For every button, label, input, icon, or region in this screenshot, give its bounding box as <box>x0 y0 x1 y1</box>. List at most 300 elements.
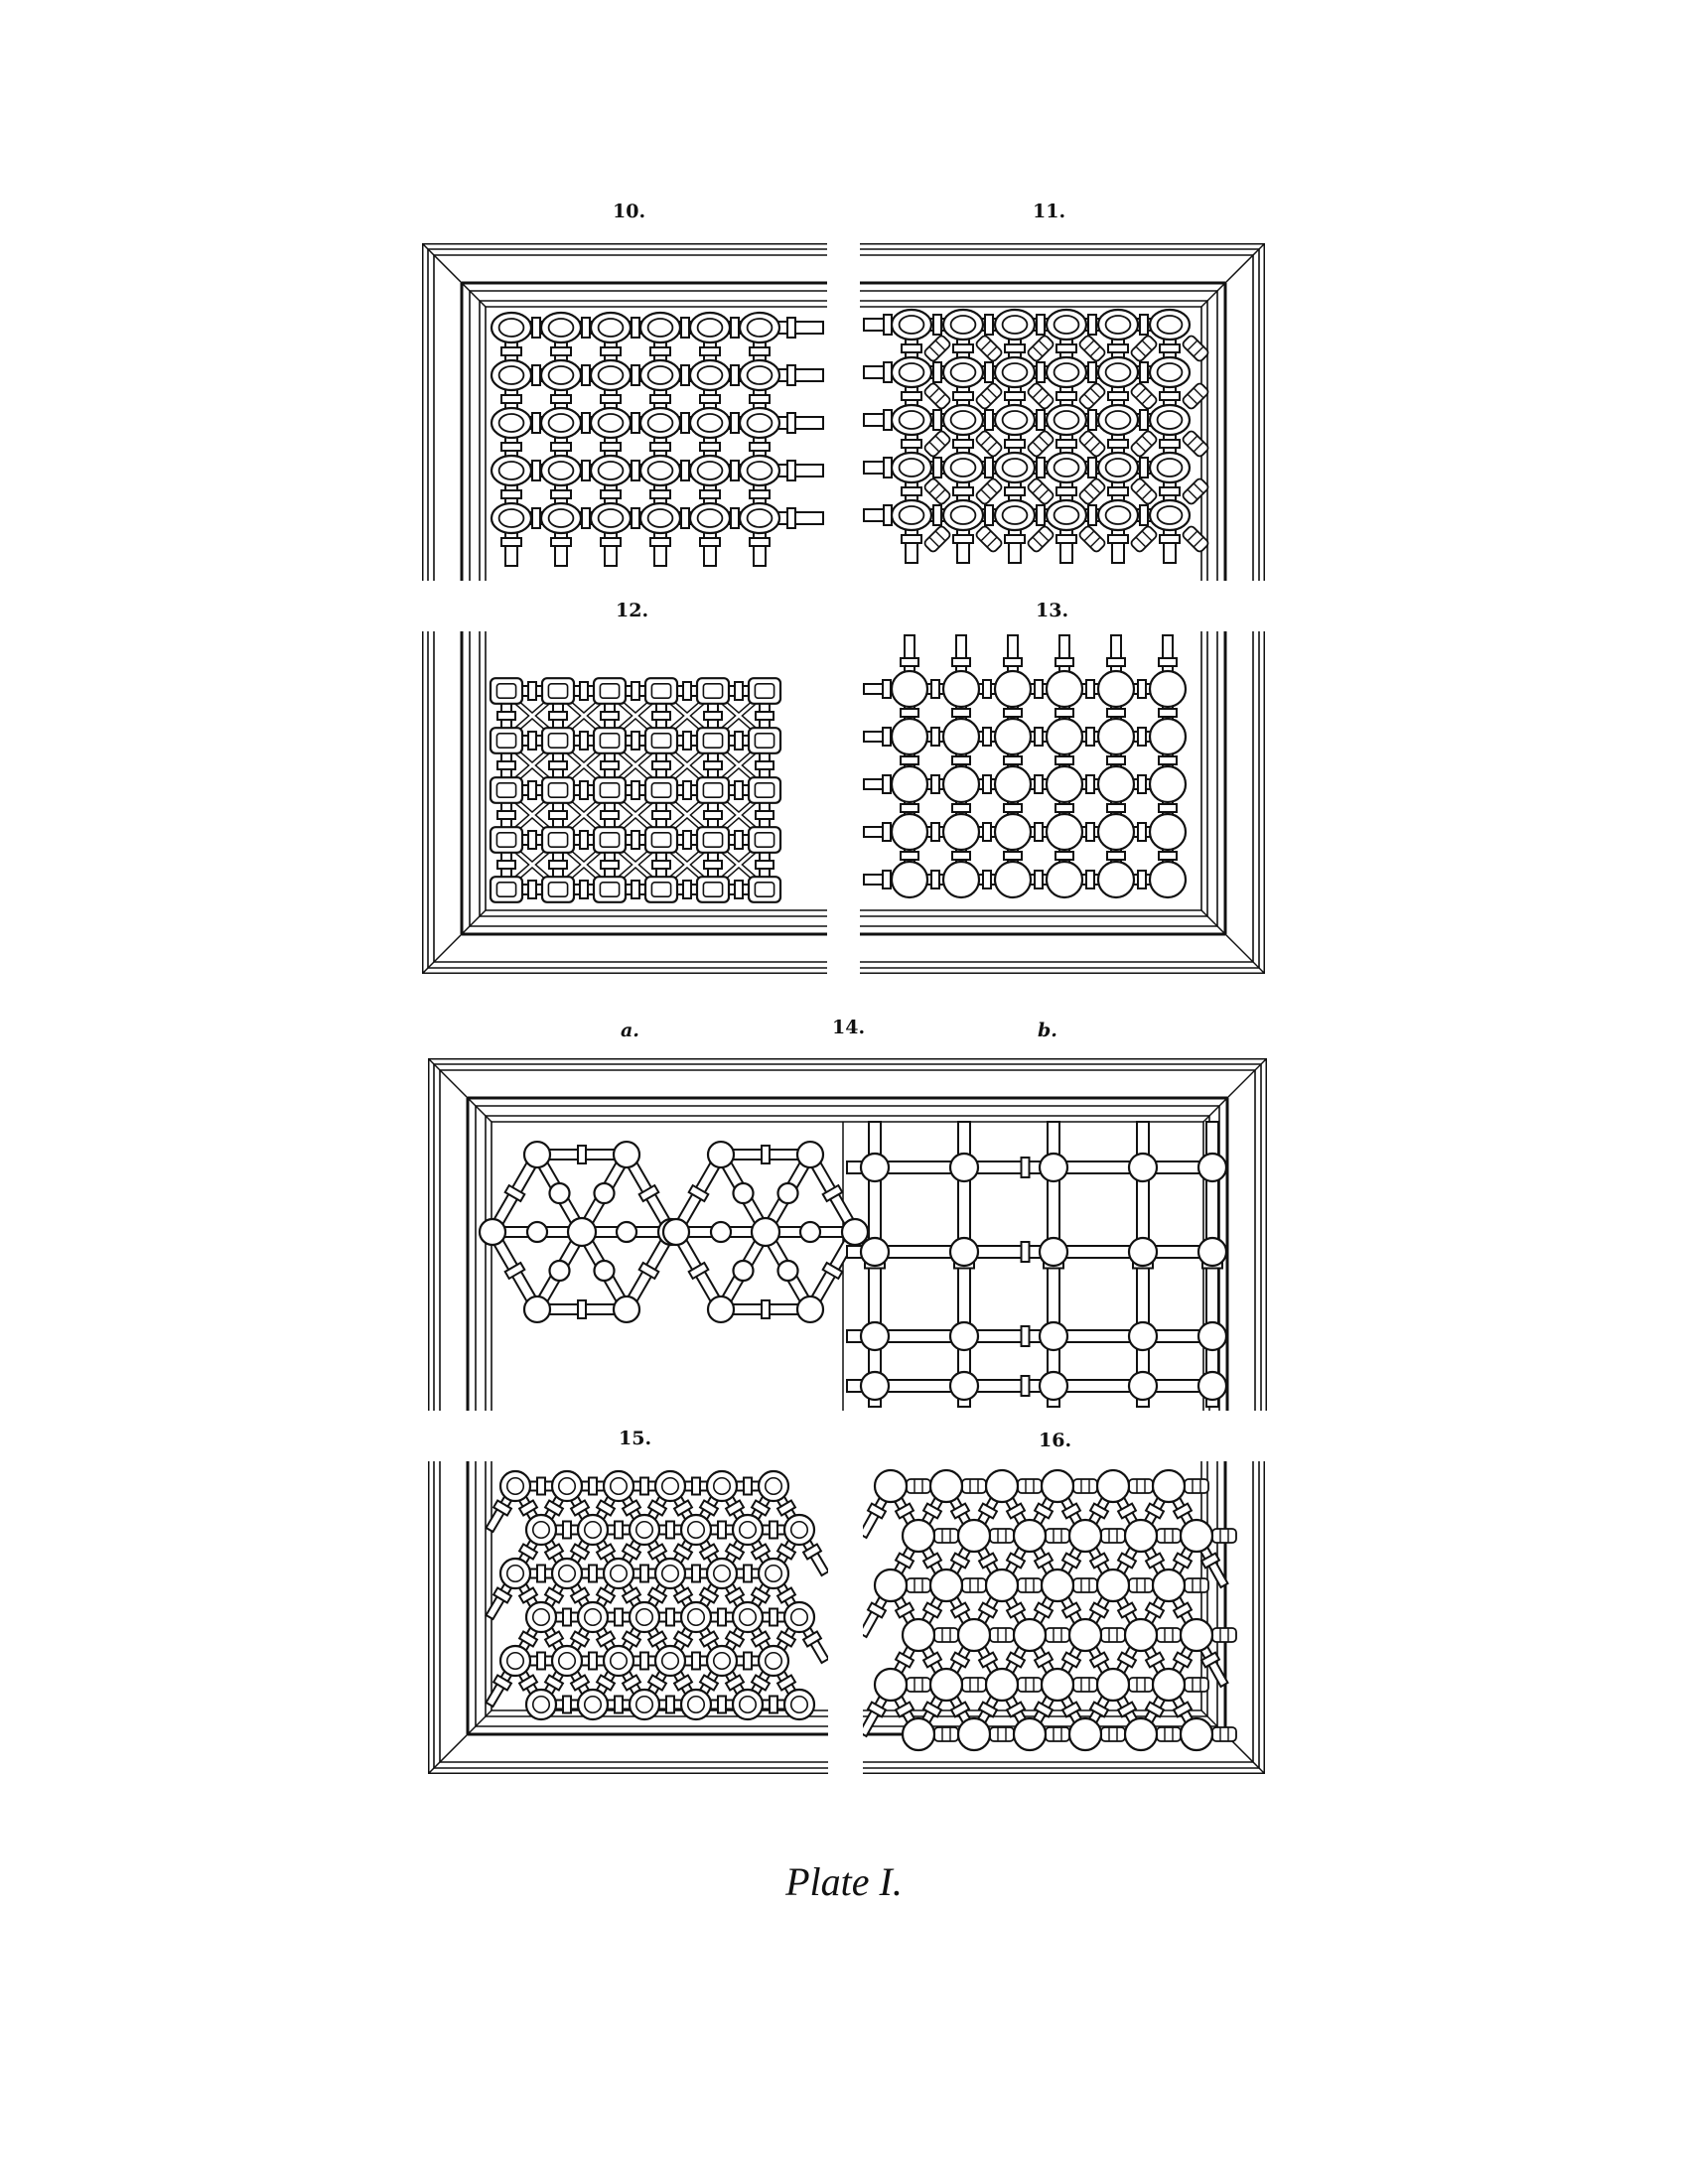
ball-node <box>681 1690 711 1719</box>
oval-ring-outer <box>640 313 680 342</box>
ball-node <box>1129 1322 1157 1350</box>
spindle-collar <box>787 365 795 385</box>
spindle-collar <box>1140 362 1148 382</box>
spindle-collar <box>1107 804 1125 812</box>
bobbin-body <box>1078 382 1106 410</box>
spindle-collar <box>1056 440 1076 448</box>
ball-node <box>892 766 927 802</box>
spindle-collar <box>582 365 590 385</box>
figure-14-label: 14. <box>832 1017 866 1038</box>
diagonal-bobbin <box>1046 1628 1069 1642</box>
spindle-collar <box>1022 1326 1030 1346</box>
ball-node <box>1098 766 1134 802</box>
spindle-collar <box>735 732 743 750</box>
spindle-collar <box>537 1478 545 1495</box>
square-ring-outer <box>491 877 522 902</box>
oval-ring-outer <box>1047 453 1086 482</box>
ball-node <box>500 1646 530 1676</box>
spindle-collar <box>563 1697 571 1713</box>
spindle-collar <box>549 861 567 869</box>
spindle-collar <box>884 315 892 335</box>
spindle-collar <box>1037 410 1045 430</box>
square-ring-outer <box>697 728 729 753</box>
spindle-collar <box>700 538 720 546</box>
spindle-collar <box>953 392 973 400</box>
oval-ring-outer <box>1150 453 1190 482</box>
oval-ring-outer <box>1150 405 1190 435</box>
spindle-collar <box>549 761 567 769</box>
diagonal-bobbin <box>1157 1727 1181 1741</box>
ball-node <box>1125 1520 1157 1552</box>
spindle-collar <box>1005 392 1025 400</box>
bobbin-body <box>1157 1727 1181 1741</box>
bobbin-body <box>1185 1578 1208 1592</box>
spindle-collar <box>640 1566 648 1582</box>
spindle-collar <box>551 443 571 451</box>
bobbin-body <box>990 1628 1014 1642</box>
spindle-collar <box>632 881 639 898</box>
spindle-collar <box>1086 680 1094 698</box>
ball-node <box>1042 1669 1073 1701</box>
spindle-collar <box>1107 709 1125 717</box>
bobbin-body <box>1182 335 1209 362</box>
bobbin-body <box>1129 1578 1153 1592</box>
spindle-collar <box>632 682 639 700</box>
square-ring-outer <box>645 678 677 704</box>
bobbin-body <box>1078 335 1106 362</box>
square-ring-outer <box>645 877 677 902</box>
spindle-collar <box>1108 344 1128 352</box>
spindle-collar <box>731 413 739 433</box>
ball-node <box>552 1559 582 1588</box>
ball-node <box>759 1559 788 1588</box>
diagonal-bobbin <box>934 1727 958 1741</box>
ball-node <box>778 1261 798 1281</box>
spindle-collar <box>1086 823 1094 841</box>
diagonal-bobbin <box>975 525 1003 553</box>
diagonal-bobbin <box>1018 1678 1042 1692</box>
oval-ring-outer <box>943 453 983 482</box>
square-ring-outer <box>491 827 522 853</box>
spindle-collar <box>735 881 743 898</box>
diagonal-bobbin <box>1130 430 1158 458</box>
spindle-collar <box>756 712 774 720</box>
spindle-collar <box>1022 1158 1030 1177</box>
diagonal-bobbin <box>975 430 1003 458</box>
figure-14-lattice-panel <box>428 1058 1267 1411</box>
diagonal-bobbin <box>1078 335 1106 362</box>
spindle-collar <box>582 508 590 528</box>
ball-node <box>578 1515 608 1545</box>
spindle-collar <box>884 505 892 525</box>
spindle-collar <box>1004 658 1022 666</box>
spindle-collar <box>615 1609 623 1626</box>
bobbin-body <box>1101 1727 1125 1741</box>
ball-node <box>707 1559 737 1588</box>
bobbin-body <box>1182 525 1209 553</box>
spindle-collar <box>683 682 691 700</box>
spindle-collar <box>704 712 722 720</box>
spindle-collar <box>787 508 795 528</box>
oval-ring-outer <box>640 456 680 485</box>
frame-mitre <box>1203 1058 1267 1122</box>
diagonal-bobbin <box>962 1678 986 1692</box>
spindle-collar <box>770 1609 777 1626</box>
spindle-collar <box>750 395 770 403</box>
diagonal-bobbin <box>1185 1578 1208 1592</box>
diagonal-bobbin <box>1078 478 1106 505</box>
ball-node <box>1150 862 1186 897</box>
spindle-collar <box>580 781 588 799</box>
oval-ring-outer <box>591 408 631 438</box>
bobbin-body <box>990 1529 1014 1543</box>
ball-node <box>1069 1520 1101 1552</box>
spindle-collar <box>580 732 588 750</box>
spindle-collar <box>700 443 720 451</box>
spindle-collar <box>1159 756 1177 764</box>
ball-node <box>578 1602 608 1632</box>
spindle-collar <box>770 1697 777 1713</box>
plate-caption: Plate I. <box>785 1859 903 1904</box>
spindle-collar <box>1005 440 1025 448</box>
diagonal-bobbin <box>1129 1578 1153 1592</box>
ball-node <box>943 719 979 754</box>
bobbin-body <box>923 430 951 458</box>
ball-node <box>995 671 1031 707</box>
spindle-collar <box>1005 344 1025 352</box>
spindle-collar <box>902 440 921 448</box>
bobbin-body <box>1129 1678 1153 1692</box>
diagonal-bobbin <box>907 1578 930 1592</box>
ball-node <box>903 1718 934 1750</box>
diagonal-bobbin <box>923 525 951 553</box>
ball-node <box>903 1619 934 1651</box>
oval-ring-outer <box>943 357 983 387</box>
diagonal-bobbin <box>1101 1529 1125 1543</box>
diagonal-bobbin <box>1185 1479 1208 1493</box>
diagonal-bobbin <box>1027 335 1055 362</box>
spindle-grid <box>847 1122 1226 1407</box>
square-ring-outer <box>594 728 626 753</box>
spindle-collar <box>884 362 892 382</box>
spindle-collar <box>1004 756 1022 764</box>
oval-ring-outer <box>892 357 931 387</box>
diagonal-bobbin <box>990 1727 1014 1741</box>
spindle-collar <box>1035 823 1043 841</box>
ball-node <box>1125 1718 1157 1750</box>
spindle-collar <box>601 347 621 355</box>
ball-node <box>1181 1619 1212 1651</box>
spindle-collar <box>700 347 720 355</box>
diagonal-bobbin <box>1212 1628 1236 1642</box>
ball-node <box>1150 671 1186 707</box>
bobbin-body <box>1101 1628 1125 1642</box>
ball-node <box>734 1183 754 1203</box>
spindle-collar <box>1056 487 1076 495</box>
spindle-collar <box>1159 804 1177 812</box>
ball-node <box>1047 719 1082 754</box>
oval-ring-outer <box>1150 310 1190 340</box>
spindle-collar <box>652 761 670 769</box>
spindle-collar <box>985 505 993 525</box>
ball-node <box>1047 671 1082 707</box>
spindle-collar <box>601 761 619 769</box>
spindle-collar <box>615 1697 623 1713</box>
diagonal-bobbin <box>1182 430 1209 458</box>
ball-node <box>578 1690 608 1719</box>
square-ring-outer <box>542 678 574 704</box>
spindle-collar <box>901 804 918 812</box>
oval-ring-outer <box>591 503 631 533</box>
spindle-collar <box>735 781 743 799</box>
oval-ring-outer <box>541 313 581 342</box>
spindle-collar <box>1138 680 1146 698</box>
spindle-collar <box>601 490 621 498</box>
spindle-collar <box>601 395 621 403</box>
ball-node <box>930 1470 962 1502</box>
spindle-collar <box>1140 458 1148 478</box>
diagonal-bobbin <box>1027 430 1055 458</box>
spindle-collar <box>1160 440 1180 448</box>
ball-node <box>1047 766 1082 802</box>
spindle-collar <box>731 508 739 528</box>
spindle-collar <box>931 823 939 841</box>
spindle-collar <box>756 761 774 769</box>
square-ring-outer <box>491 678 522 704</box>
oval-ring-outer <box>640 503 680 533</box>
ball-node <box>604 1646 633 1676</box>
ball-node <box>995 719 1031 754</box>
spindle-collar <box>532 461 540 480</box>
spindle-collar <box>762 1146 770 1163</box>
ball-node <box>1042 1470 1073 1502</box>
spindle-collar <box>1159 852 1177 860</box>
oval-ring-outer <box>1047 357 1086 387</box>
oval-ring-outer <box>1098 310 1138 340</box>
diagonal-bobbin <box>1157 1529 1181 1543</box>
diagonal-bobbin <box>1157 1628 1181 1642</box>
spindle-collar <box>683 781 691 799</box>
figure-11-lattice-panel <box>860 243 1265 581</box>
ball-node <box>1153 1669 1185 1701</box>
spindle-collar <box>1160 487 1180 495</box>
bobbin-body <box>1182 382 1209 410</box>
bobbin-body <box>1212 1727 1236 1741</box>
ball-node <box>655 1559 685 1588</box>
ball-node <box>1042 1570 1073 1601</box>
spindle-collar <box>650 490 670 498</box>
bobbin-body <box>1157 1628 1181 1642</box>
diagonal-bobbin <box>1212 1727 1236 1741</box>
ball-node <box>861 1372 889 1400</box>
bobbin-body <box>1018 1479 1042 1493</box>
ball-node <box>733 1690 763 1719</box>
bobbin-body <box>1018 1578 1042 1592</box>
ball-node <box>707 1646 737 1676</box>
spindle-collar <box>735 682 743 700</box>
ball-node <box>861 1154 889 1181</box>
oval-ring-outer <box>892 405 931 435</box>
spindle-collar <box>1107 852 1125 860</box>
spindle-collar <box>1159 658 1177 666</box>
ball-node <box>1129 1238 1157 1266</box>
spindle-collar <box>985 315 993 335</box>
spindle-collar <box>744 1478 752 1495</box>
spindle-collar <box>985 362 993 382</box>
spindle-collar <box>1004 852 1022 860</box>
diagonal-bobbin <box>1027 382 1055 410</box>
ball-node <box>526 1602 556 1632</box>
spindle-collar <box>901 756 918 764</box>
ball-node <box>759 1471 788 1501</box>
ball-node <box>707 1471 737 1501</box>
ball-node <box>681 1602 711 1632</box>
ball-node <box>752 1218 779 1246</box>
spindle-collar <box>551 538 571 546</box>
spindle-collar <box>632 508 639 528</box>
spindle-collar <box>744 1566 752 1582</box>
diagonal-bobbin <box>1182 525 1209 553</box>
spindle-collar <box>902 487 921 495</box>
spindle-collar <box>756 811 774 819</box>
spindle-collar <box>1037 505 1045 525</box>
ball-node <box>1198 1238 1226 1266</box>
ball-node <box>1040 1238 1067 1266</box>
figure-12-lattice-panel <box>422 631 827 974</box>
ball-node <box>986 1570 1018 1601</box>
figure-14a-label: a. <box>621 1020 639 1041</box>
oval-ring-outer <box>943 500 983 530</box>
spindle-collar <box>589 1566 597 1582</box>
diagonal-bobbin <box>1185 1678 1208 1692</box>
spindle-collar <box>1035 775 1043 793</box>
oval-ring-outer <box>1098 453 1138 482</box>
spindle-collar <box>1088 362 1096 382</box>
spindle-collar <box>601 712 619 720</box>
bobbin-body <box>923 525 951 553</box>
frame-mitre <box>422 910 486 974</box>
square-ring-outer <box>542 728 574 753</box>
ball-node <box>892 719 927 754</box>
bobbin-body <box>962 1578 986 1592</box>
ball-node <box>708 1297 734 1322</box>
spindle-collar <box>1004 709 1022 717</box>
ball-node <box>711 1222 731 1242</box>
spindle-collar <box>551 347 571 355</box>
spindle-collar <box>952 804 970 812</box>
spindle-collar <box>1055 658 1073 666</box>
ball-node <box>892 814 927 850</box>
bobbin-body <box>1185 1479 1208 1493</box>
diagonal-bobbin <box>1078 430 1106 458</box>
spindle-collar <box>953 535 973 543</box>
spindle-collar <box>985 458 993 478</box>
bobbin-body <box>1018 1678 1042 1692</box>
spindle-collar <box>551 395 571 403</box>
spindle-collar <box>563 1609 571 1626</box>
spindle-collar <box>537 1653 545 1670</box>
frame-mitre <box>422 243 486 307</box>
spindle-collar <box>1088 315 1096 335</box>
spindle-collar <box>902 344 921 352</box>
ball-node <box>1069 1718 1101 1750</box>
diagonal-bobbin <box>923 382 951 410</box>
spindle-collar <box>718 1697 726 1713</box>
spindle-collar <box>933 315 941 335</box>
diagonal-bobbin <box>907 1479 930 1493</box>
ball-node <box>630 1515 659 1545</box>
square-ring-outer <box>749 827 780 853</box>
bobbin-body <box>1027 525 1055 553</box>
spindle-collar <box>1086 775 1094 793</box>
oval-ring-outer <box>740 456 779 485</box>
bobbin-body <box>1027 430 1055 458</box>
ball-node <box>958 1520 990 1552</box>
spindle-collar <box>1022 1376 1030 1396</box>
ball-node <box>800 1222 820 1242</box>
spindle-collar <box>983 823 991 841</box>
bobbin-body <box>1212 1529 1236 1543</box>
square-ring-outer <box>542 777 574 803</box>
spindle-collar <box>953 344 973 352</box>
ball-node <box>958 1619 990 1651</box>
spindle-collar <box>692 1478 700 1495</box>
ball-node <box>784 1515 814 1545</box>
spindle-collar <box>1107 756 1125 764</box>
oval-ring-outer <box>541 408 581 438</box>
spindle-collar <box>1108 487 1128 495</box>
spindle-collar <box>650 443 670 451</box>
ball-node <box>604 1559 633 1588</box>
square-ring-outer <box>594 877 626 902</box>
ball-node <box>614 1142 639 1167</box>
diagonal-bobbin <box>1073 1578 1097 1592</box>
ball-node <box>1198 1322 1226 1350</box>
spindle-collar <box>750 490 770 498</box>
spindle-collar <box>952 756 970 764</box>
spindle-collar <box>1108 392 1128 400</box>
spindle-collar <box>650 395 670 403</box>
spindle-collar <box>650 538 670 546</box>
spindle-collar <box>666 1522 674 1539</box>
diagonal-bobbin <box>1018 1479 1042 1493</box>
spindle-collar <box>1005 487 1025 495</box>
bobbin-body <box>1073 1479 1097 1493</box>
oval-ring-outer <box>740 360 779 390</box>
ball-node <box>930 1669 962 1701</box>
bobbin-body <box>1212 1628 1236 1642</box>
ball-node <box>1040 1322 1067 1350</box>
spindle-collar <box>632 781 639 799</box>
square-ring-outer <box>749 877 780 902</box>
spindle-collar <box>1160 535 1180 543</box>
spindle-collar <box>580 881 588 898</box>
diagonal-bobbin <box>1129 1678 1153 1692</box>
oval-ring-outer <box>740 503 779 533</box>
oval-ring-outer <box>892 500 931 530</box>
spindle-collar <box>1055 804 1073 812</box>
ball-node <box>1198 1372 1226 1400</box>
ball-node <box>524 1297 550 1322</box>
spindle-collar <box>983 728 991 746</box>
spindle-collar <box>718 1609 726 1626</box>
spindle-collar <box>1004 804 1022 812</box>
ball-node <box>1040 1372 1067 1400</box>
spindle-collar <box>578 1146 586 1163</box>
ball-node <box>943 766 979 802</box>
spindle-collar <box>1140 315 1148 335</box>
oval-ring-outer <box>690 408 730 438</box>
